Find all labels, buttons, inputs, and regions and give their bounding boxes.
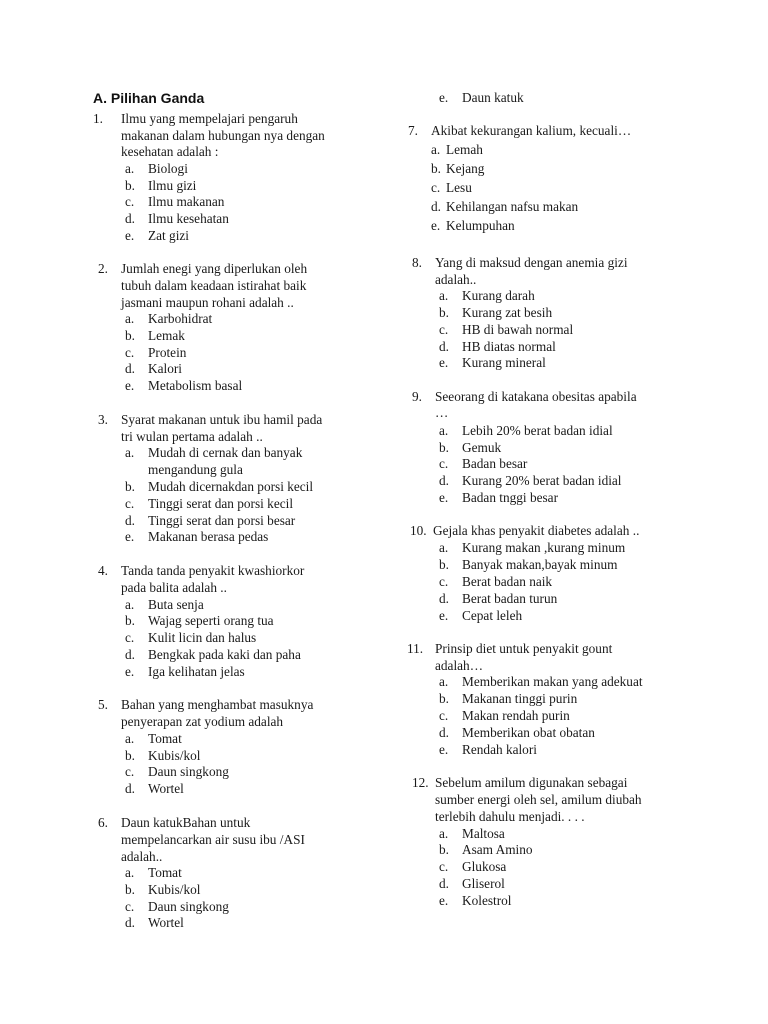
option-text: Metabolism basal (148, 378, 243, 393)
option-text: Wajag seperti orang tua (148, 613, 274, 628)
option-letter: c. (125, 194, 135, 209)
option-text: Daun singkong (148, 899, 229, 914)
option-letter: e. (125, 529, 135, 544)
question-number: 5. (98, 697, 108, 712)
option-text: Badan tnggi besar (462, 490, 559, 505)
option-letter: d. (439, 591, 449, 606)
question-text: pada balita adalah .. (121, 580, 227, 595)
question-text: mempelancarkan air susu ibu /ASI (121, 832, 305, 847)
option-text: Memberikan makan yang adekuat (462, 674, 643, 689)
option-text: Mudah di cernak dan banyak (148, 445, 303, 460)
option-letter: e. (439, 490, 449, 505)
option-text: HB diatas normal (462, 339, 556, 354)
option-text: Rendah kalori (462, 742, 537, 757)
option-text: Protein (148, 345, 187, 360)
option-text: Tomat (148, 865, 182, 880)
question-text: Daun katukBahan untuk (121, 815, 251, 830)
question-text: Gejala khas penyakit diabetes adalah .. (433, 523, 640, 538)
option-letter: b. (439, 440, 449, 455)
question-text: adalah.. (435, 272, 477, 287)
option-letter: b. (125, 479, 135, 494)
option-letter: c. (439, 456, 449, 471)
option-letter: c. (439, 322, 449, 337)
option-letter: b. (125, 178, 135, 193)
option-letter: b. (125, 328, 135, 343)
option-letter: d. (125, 361, 135, 376)
option-letter: c. (125, 764, 135, 779)
option-text: Lebih 20% berat badan idial (462, 423, 613, 438)
option-text: Kehilangan nafsu makan (446, 199, 579, 214)
option-text: Gemuk (462, 440, 502, 455)
option-letter: a. (439, 423, 449, 438)
option-letter: e. (439, 742, 449, 757)
question-text: Akibat kekurangan kalium, kecuali… (431, 123, 632, 138)
question-number: 11. (407, 641, 424, 656)
option-letter: e. (439, 90, 449, 105)
option-letter: a. (439, 826, 449, 841)
option-letter: b. (439, 691, 449, 706)
option-letter: b. (125, 882, 135, 897)
option-text: Kurang 20% berat badan idial (462, 473, 622, 488)
option-letter: b. (439, 557, 449, 572)
option-letter: d. (439, 473, 449, 488)
option-letter: c. (431, 180, 441, 195)
option-letter: a. (125, 865, 135, 880)
question-number: 9. (412, 389, 422, 404)
question-number: 8. (412, 255, 422, 270)
question-text: kesehatan adalah : (121, 144, 219, 159)
option-letter: d. (125, 647, 135, 662)
option-text: Kurang darah (462, 288, 535, 303)
option-text: Tomat (148, 731, 182, 746)
option-text: Ilmu kesehatan (148, 211, 229, 226)
option-text: Asam Amino (462, 842, 533, 857)
option-text: Gliserol (462, 876, 505, 891)
option-letter: d. (125, 513, 135, 528)
question-number: 2. (98, 261, 108, 276)
option-letter: b. (431, 161, 441, 176)
question-text: tubuh dalam keadaan istirahat baik (121, 278, 307, 293)
option-letter: b. (125, 748, 135, 763)
option-text: Makanan berasa pedas (148, 529, 269, 544)
option-text: Berat badan turun (462, 591, 558, 606)
option-text: Kurang makan ,kurang minum (462, 540, 626, 555)
option-letter: e. (125, 664, 135, 679)
option-text: Wortel (148, 915, 184, 930)
option-letter: a. (439, 540, 449, 555)
option-text: Glukosa (462, 859, 507, 874)
question-text: adalah.. (121, 849, 163, 864)
option-text: Lesu (446, 180, 472, 195)
option-letter: b. (439, 305, 449, 320)
question-text: Sebelum amilum digunakan sebagai (435, 775, 628, 790)
question-text: Seeorang di katakana obesitas apabila (435, 389, 637, 404)
option-text: Iga kelihatan jelas (148, 664, 245, 679)
question-number: 1. (93, 111, 103, 126)
question-text: Prinsip diet untuk penyakit gount (435, 641, 613, 656)
question-text: makanan dalam hubungan nya dengan (121, 128, 325, 143)
option-letter: e. (439, 893, 449, 908)
option-letter: d. (439, 339, 449, 354)
option-text: Tinggi serat dan porsi kecil (148, 496, 294, 511)
option-letter: d. (439, 876, 449, 891)
option-text: Banyak makan,bayak minum (462, 557, 618, 572)
option-letter: e. (125, 378, 135, 393)
option-letter: a. (439, 288, 449, 303)
option-letter: c. (125, 630, 135, 645)
option-text: Daun katuk (462, 90, 524, 105)
option-letter: e. (439, 355, 449, 370)
question-text: sumber energi oleh sel, amilum diubah (435, 792, 642, 807)
option-text: Zat gizi (148, 228, 189, 243)
question-text: adalah… (435, 658, 483, 673)
option-letter: d. (431, 199, 441, 214)
option-letter: e. (431, 218, 441, 233)
question-number: 7. (408, 123, 418, 138)
question-number: 4. (98, 563, 108, 578)
option-letter: b. (125, 613, 135, 628)
option-letter: d. (125, 915, 135, 930)
option-letter: a. (125, 311, 135, 326)
question-number: 3. (98, 412, 108, 427)
question-number: 6. (98, 815, 108, 830)
option-text: Makan rendah purin (462, 708, 570, 723)
option-text: Makanan tinggi purin (462, 691, 578, 706)
option-text: Kulit licin dan halus (148, 630, 257, 645)
option-text: Berat badan naik (462, 574, 553, 589)
option-text: Biologi (148, 161, 188, 176)
question-text: Yang di maksud dengan anemia gizi (435, 255, 628, 270)
question-text: Bahan yang menghambat masuknya (121, 697, 314, 712)
section-title: A. Pilihan Ganda (93, 90, 205, 106)
option-letter: c. (439, 574, 449, 589)
option-text: Kalori (148, 361, 182, 376)
question-text: jasmani maupun rohani adalah .. (121, 295, 294, 310)
option-text: Memberikan obat obatan (462, 725, 595, 740)
question-text: tri wulan pertama adalah .. (121, 429, 263, 444)
option-text: Kubis/kol (148, 748, 201, 763)
option-letter: d. (439, 725, 449, 740)
option-letter: a. (125, 161, 135, 176)
option-text: Kurang mineral (462, 355, 546, 370)
option-letter: c. (125, 345, 135, 360)
option-text: HB di bawah normal (462, 322, 574, 337)
option-letter: c. (125, 496, 135, 511)
option-letter: e. (125, 228, 135, 243)
option-text: Kubis/kol (148, 882, 201, 897)
question-text: terlebih dahulu menjadi. . . . (435, 809, 585, 824)
option-letter: d. (125, 781, 135, 796)
option-letter: d. (125, 211, 135, 226)
option-text: Wortel (148, 781, 184, 796)
question-number: 10. (410, 523, 427, 538)
question-number: 12. (412, 775, 429, 790)
option-letter: a. (125, 597, 135, 612)
option-text: Buta senja (148, 597, 204, 612)
option-letter: c. (125, 899, 135, 914)
option-text: Lemah (446, 142, 483, 157)
option-text: Karbohidrat (148, 311, 213, 326)
option-text: Kolestrol (462, 893, 512, 908)
option-letter: a. (125, 731, 135, 746)
option-text: Tinggi serat dan porsi besar (148, 513, 296, 528)
option-letter: c. (439, 708, 449, 723)
question-text: Jumlah enegi yang diperlukan oleh (121, 261, 308, 276)
option-letter: a. (431, 142, 441, 157)
option-text: mengandung gula (148, 462, 243, 477)
question-text: Syarat makanan untuk ibu hamil pada (121, 412, 323, 427)
option-letter: a. (125, 445, 135, 460)
question-text: Tanda tanda penyakit kwashiorkor (121, 563, 305, 578)
option-text: Kelumpuhan (446, 218, 515, 233)
option-text: Daun singkong (148, 764, 229, 779)
option-text: Bengkak pada kaki dan paha (148, 647, 301, 662)
option-text: Kurang zat besih (462, 305, 553, 320)
option-letter: b. (439, 842, 449, 857)
option-letter: c. (439, 859, 449, 874)
option-text: Maltosa (462, 826, 505, 841)
question-text: Ilmu yang mempelajari pengaruh (121, 111, 298, 126)
option-text: Ilmu makanan (148, 194, 225, 209)
option-text: Ilmu gizi (148, 178, 197, 193)
question-text: penyerapan zat yodium adalah (121, 714, 284, 729)
option-letter: e. (439, 608, 449, 623)
option-text: Kejang (446, 161, 485, 176)
option-text: Lemak (148, 328, 185, 343)
option-text: Cepat leleh (462, 608, 523, 623)
option-letter: a. (439, 674, 449, 689)
option-text: Mudah dicernakdan porsi kecil (148, 479, 314, 494)
option-text: Badan besar (462, 456, 528, 471)
question-text: … (435, 405, 449, 420)
